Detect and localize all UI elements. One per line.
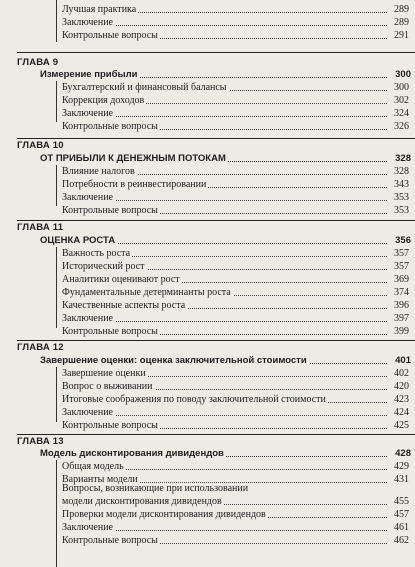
toc-entry[interactable] xyxy=(0,16,415,29)
toc-entry[interactable] xyxy=(0,508,415,521)
chapter-divider xyxy=(17,52,415,53)
entry-page: 425 xyxy=(387,419,409,432)
entry-page: 429 xyxy=(387,460,409,473)
entry-page: 300 xyxy=(387,81,409,94)
chapter-title: ОТ ПРИБЫЛИ К ДЕНЕЖНЫМ ПОТОКАМ xyxy=(40,153,226,164)
entry-page: 455 xyxy=(387,495,409,508)
toc-entry[interactable] xyxy=(0,367,415,380)
entry-page: 343 xyxy=(387,178,409,191)
entry-page: 291 xyxy=(387,29,409,42)
entry-title: Заключение xyxy=(62,407,113,418)
entry-title: Заключение xyxy=(62,192,113,203)
toc-entry-multiline[interactable] xyxy=(62,482,248,495)
toc-entry[interactable] xyxy=(0,495,415,508)
toc-entry[interactable] xyxy=(0,107,415,120)
entry-title: Варианты модели xyxy=(62,474,138,485)
entry-page: 399 xyxy=(387,325,409,338)
toc-entry[interactable] xyxy=(0,165,415,178)
entry-title: Лучшая практика xyxy=(62,4,137,15)
chapter-page: 328 xyxy=(387,152,411,165)
entry-title: Важность роста xyxy=(62,248,131,259)
entry-title: Заключение xyxy=(62,313,113,324)
entry-title-line: Вопросы, возникающие при использовании xyxy=(62,483,249,494)
chapter-label: ГЛАВА 10 xyxy=(17,140,64,151)
chapter-page: 428 xyxy=(387,447,411,460)
chapter-divider xyxy=(17,138,415,139)
toc-entry[interactable] xyxy=(0,325,415,338)
chapter-divider xyxy=(17,340,415,341)
entry-title: Итоговые соображения по поводу заключительной стоимости xyxy=(62,394,326,405)
entry-page: 353 xyxy=(387,204,409,217)
chapter-label: ГЛАВА 13 xyxy=(17,436,64,447)
entry-title: Коррекция доходов xyxy=(62,95,145,106)
toc-entry[interactable] xyxy=(0,312,415,325)
entry-title: Контрольные вопросы xyxy=(62,326,158,337)
toc-entry[interactable] xyxy=(0,260,415,273)
chapter-title: Модель дисконтирования дивидендов xyxy=(40,448,224,459)
entry-title: Контрольные вопросы xyxy=(62,420,158,431)
toc-entry[interactable] xyxy=(0,273,415,286)
toc-entry[interactable] xyxy=(0,299,415,312)
chapter-title: Завершение оценки: оценка заключительной стоимости xyxy=(40,355,307,366)
entry-title-line: модели дисконтирования дивидендов xyxy=(62,496,222,507)
chapter-label: ГЛАВА 9 xyxy=(17,57,59,68)
entry-page: 328 xyxy=(387,165,409,178)
entry-page: 402 xyxy=(387,367,409,380)
entry-title: Контрольные вопросы xyxy=(62,535,158,546)
entry-title: Заключение xyxy=(62,522,113,533)
toc-entry[interactable] xyxy=(0,3,415,16)
entry-page: 420 xyxy=(387,380,409,393)
toc-entry[interactable] xyxy=(0,380,415,393)
entry-title: Бухгалтерский и финансовый балансы xyxy=(62,82,227,93)
entry-page: 462 xyxy=(387,534,409,547)
chapter-label: ГЛАВА 11 xyxy=(17,222,64,233)
entry-page: 289 xyxy=(387,16,409,29)
entry-title: Заключение xyxy=(62,108,113,119)
toc-entry[interactable] xyxy=(0,204,415,217)
toc-entry[interactable] xyxy=(0,460,415,473)
chapter-title: ОЦЕНКА РОСТА xyxy=(40,235,116,246)
chapter-divider xyxy=(17,220,415,221)
entry-page: 326 xyxy=(387,120,409,133)
chapter-heading[interactable] xyxy=(0,234,415,247)
entry-page: 423 xyxy=(387,393,409,406)
toc-entry[interactable] xyxy=(0,521,415,534)
entry-page: 324 xyxy=(387,107,409,120)
toc-entry[interactable] xyxy=(0,393,415,406)
entry-title: Потребности в реинвестировании xyxy=(62,179,207,190)
chapter-page: 401 xyxy=(387,354,411,367)
entry-title: Проверки модели дисконтирования дивидендов xyxy=(62,509,266,520)
entry-page: 396 xyxy=(387,299,409,312)
entry-page: 302 xyxy=(387,94,409,107)
entry-page: 431 xyxy=(387,473,409,486)
chapter-title: Измерение прибыли xyxy=(40,69,138,80)
toc-entry[interactable] xyxy=(0,534,415,547)
entry-page: 357 xyxy=(387,247,409,260)
entry-title: Завершение оценки xyxy=(62,368,146,379)
chapter-heading[interactable] xyxy=(0,68,415,81)
chapter-page: 300 xyxy=(387,68,411,81)
entry-page: 369 xyxy=(387,273,409,286)
chapter-heading[interactable] xyxy=(0,354,415,367)
entry-title: Вопрос о выживании xyxy=(62,381,153,392)
toc-entry[interactable] xyxy=(0,247,415,260)
chapter-divider xyxy=(17,434,415,435)
toc-entry[interactable] xyxy=(0,286,415,299)
entry-title: Контрольные вопросы xyxy=(62,205,158,216)
chapter-page: 356 xyxy=(387,234,411,247)
entry-title: Контрольные вопросы xyxy=(62,30,158,41)
toc-entry[interactable] xyxy=(0,178,415,191)
entry-page: 424 xyxy=(387,406,409,419)
entry-page: 397 xyxy=(387,312,409,325)
entry-title: Аналитики оценивают рост xyxy=(62,274,180,285)
toc-entry[interactable] xyxy=(0,406,415,419)
entry-page: 461 xyxy=(387,521,409,534)
entry-title: Заключение xyxy=(62,17,113,28)
toc-entry[interactable] xyxy=(0,29,415,42)
chapter-heading[interactable] xyxy=(0,152,415,165)
chapter-label: ГЛАВА 12 xyxy=(17,342,64,353)
entry-page: 353 xyxy=(387,191,409,204)
entry-page: 374 xyxy=(387,286,409,299)
entry-title: Фундаментальные детерминанты роста xyxy=(62,287,231,298)
entry-title: Контрольные вопросы xyxy=(62,121,158,132)
entry-page: 357 xyxy=(387,260,409,273)
entry-title: Общая модель xyxy=(62,461,124,472)
entry-title: Качественные аспекты роста xyxy=(62,300,186,311)
toc-entry[interactable] xyxy=(0,419,415,432)
toc-entry[interactable] xyxy=(0,94,415,107)
chapter-heading[interactable] xyxy=(0,447,415,460)
toc-entry[interactable] xyxy=(0,120,415,133)
entry-title: Влияние налогов xyxy=(62,166,135,177)
entry-page: 457 xyxy=(387,508,409,521)
toc-entry[interactable] xyxy=(0,81,415,94)
toc-entry[interactable] xyxy=(0,191,415,204)
entry-title: Исторический рост xyxy=(62,261,145,272)
entry-page: 289 xyxy=(387,3,409,16)
